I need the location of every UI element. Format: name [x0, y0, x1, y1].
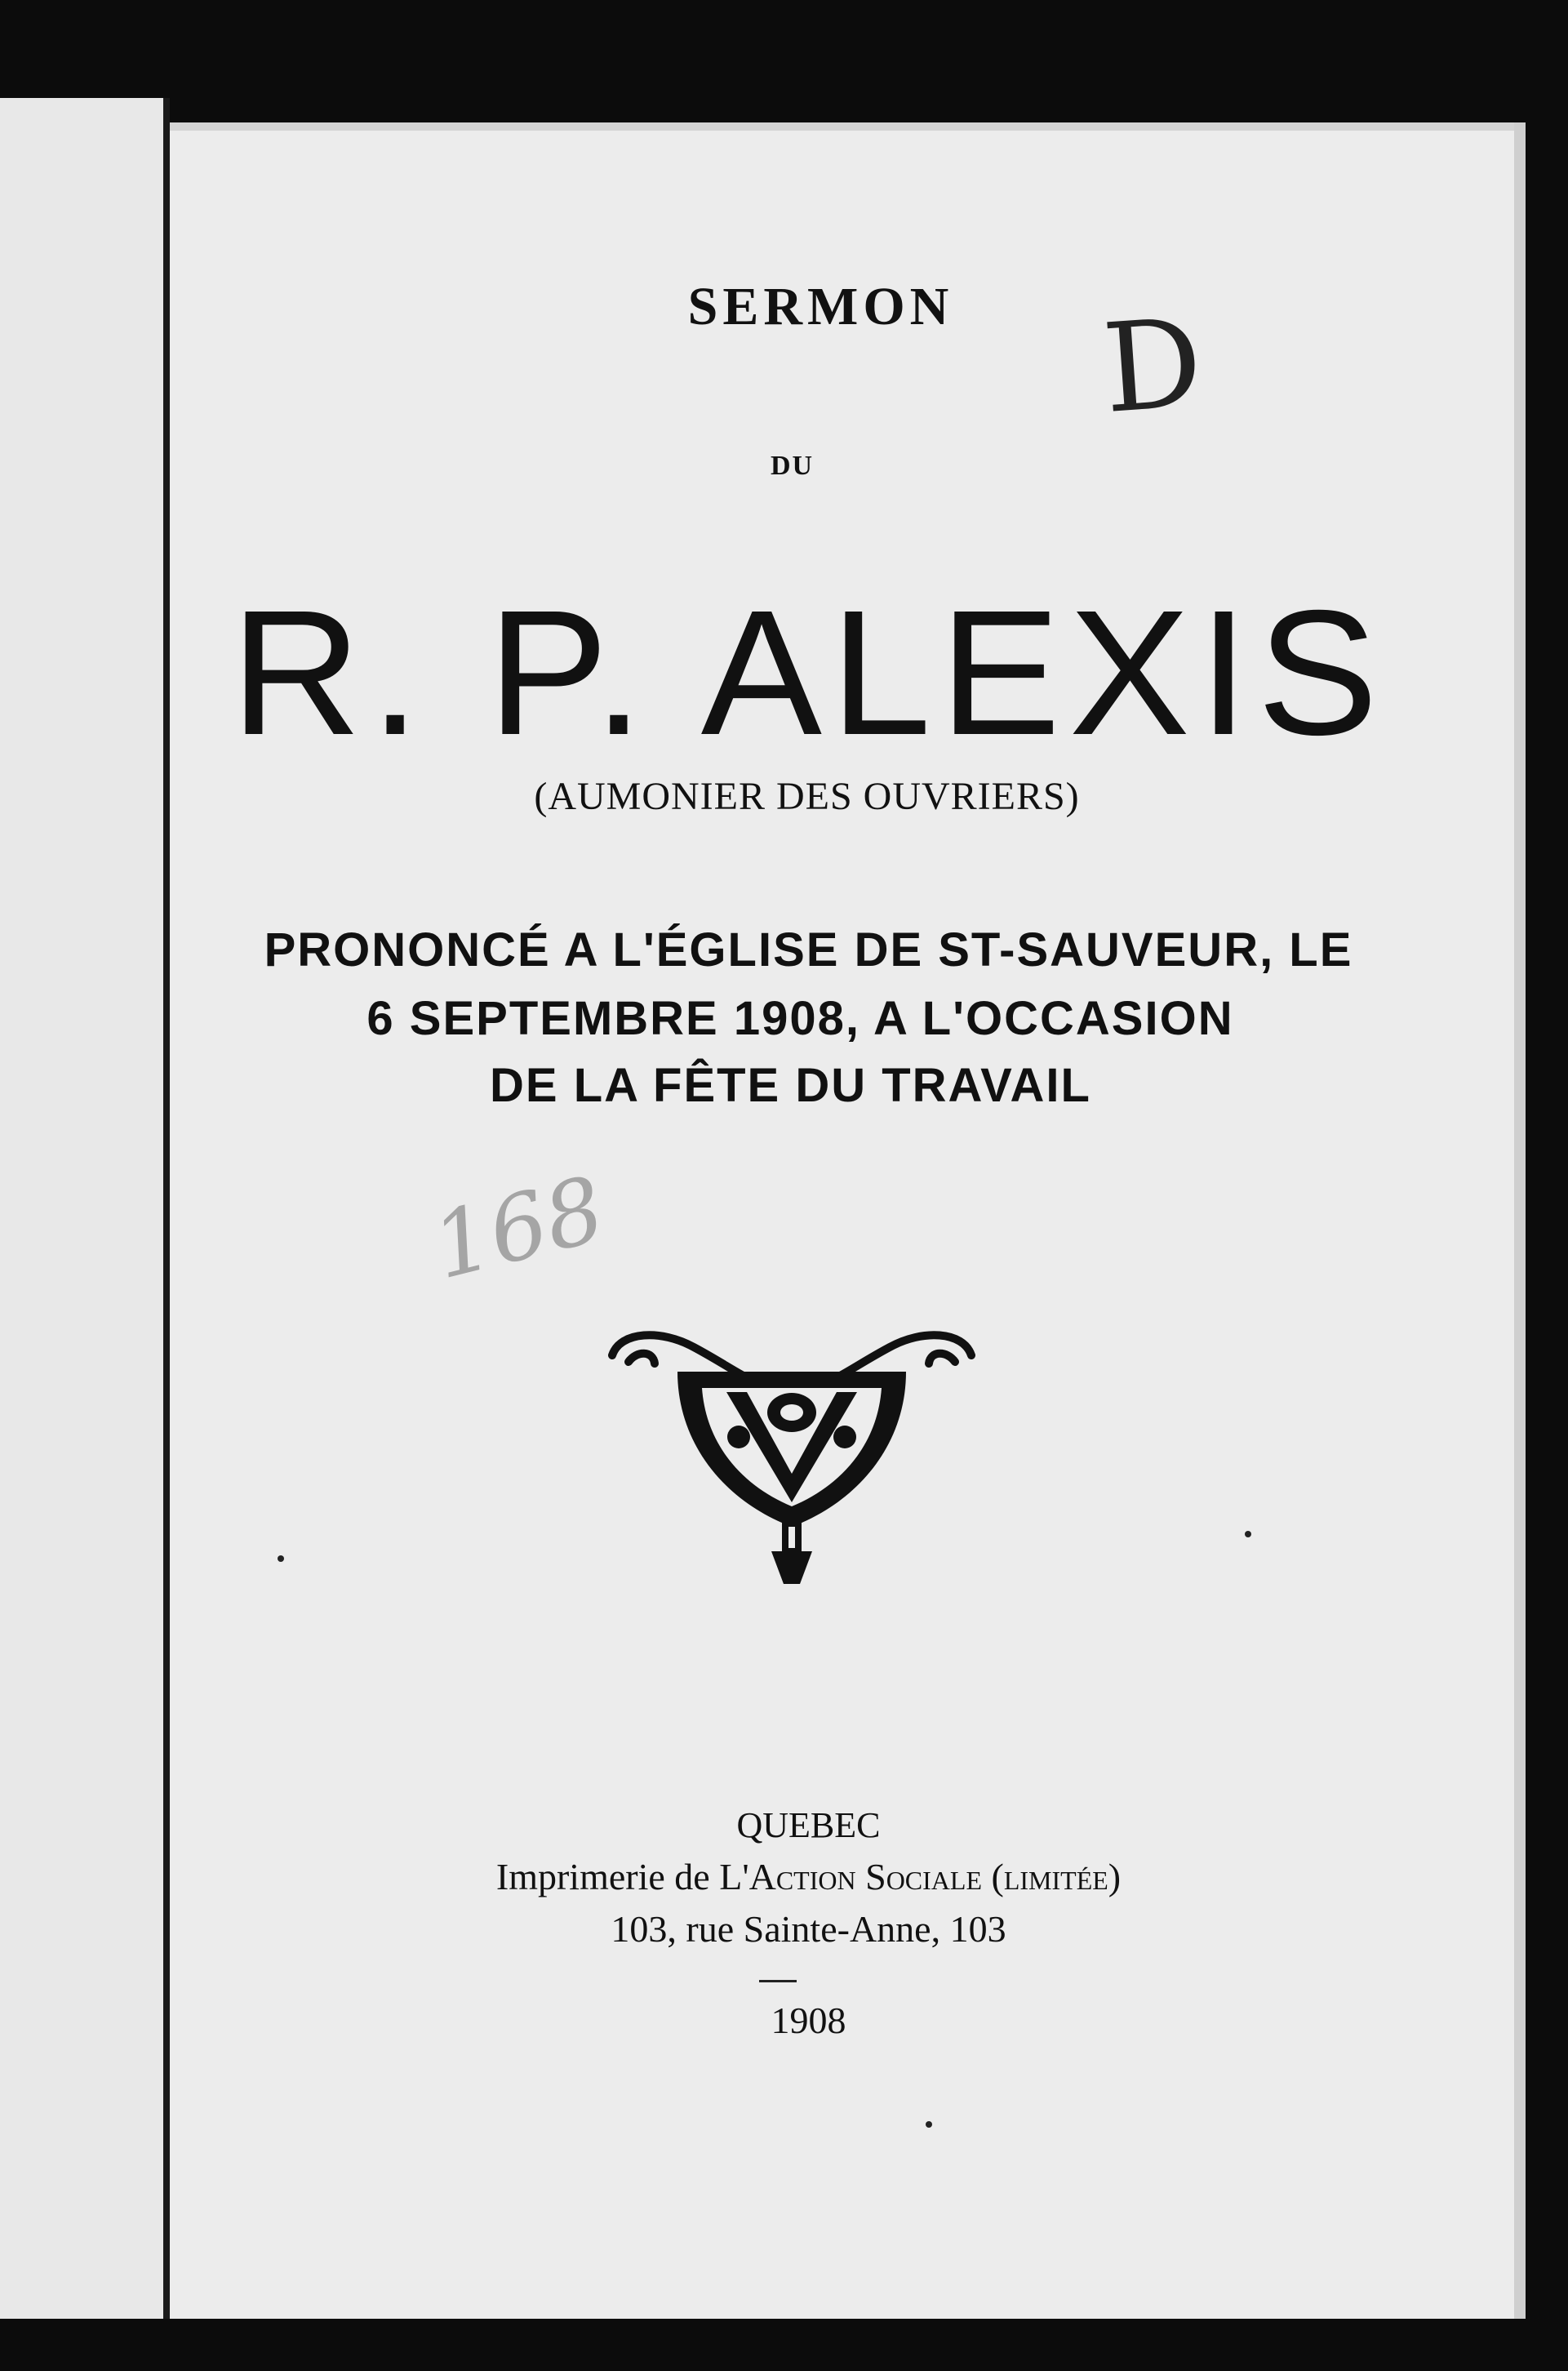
- speck-3: [926, 2121, 932, 2128]
- handwritten-d-mark: D: [1099, 292, 1207, 441]
- imprint-year: 1908: [771, 2000, 846, 2041]
- speck-1: [278, 1555, 284, 1562]
- handwritten-number-mark: 168: [422, 1156, 615, 1300]
- occasion-line-2: 6 SEPTEMBRE 1908, A L'OCCASION: [366, 992, 1234, 1045]
- author-role: (AUMONIER DES OUVRIERS): [534, 775, 1080, 818]
- printer-suffix: (limitée): [991, 1856, 1122, 1897]
- imprint-address: 103, rue Sainte-Anne, 103: [611, 1908, 1006, 1950]
- printer-action: Action: [748, 1856, 856, 1897]
- printer-sociale: Sociale: [865, 1856, 983, 1897]
- title-sermon: SERMON: [687, 277, 954, 336]
- occasion-line-3: DE LA FÊTE DU TRAVAIL: [490, 1059, 1091, 1112]
- speck-2: [1245, 1531, 1251, 1537]
- author-name: R. P. ALEXIS: [230, 574, 1387, 772]
- printer-prefix: Imprimerie de L': [495, 1856, 749, 1897]
- imprint-city: QUEBEC: [736, 1805, 881, 1845]
- ornament-icon: [596, 1323, 988, 1600]
- imprint-divider: [759, 1980, 797, 1982]
- imprint-printer: [24, 1855, 1568, 1898]
- occasion-line-1: PRONONCÉ A L'ÉGLISE DE ST-SAUVEUR, LE: [264, 923, 1353, 976]
- title-du: DU: [770, 451, 815, 481]
